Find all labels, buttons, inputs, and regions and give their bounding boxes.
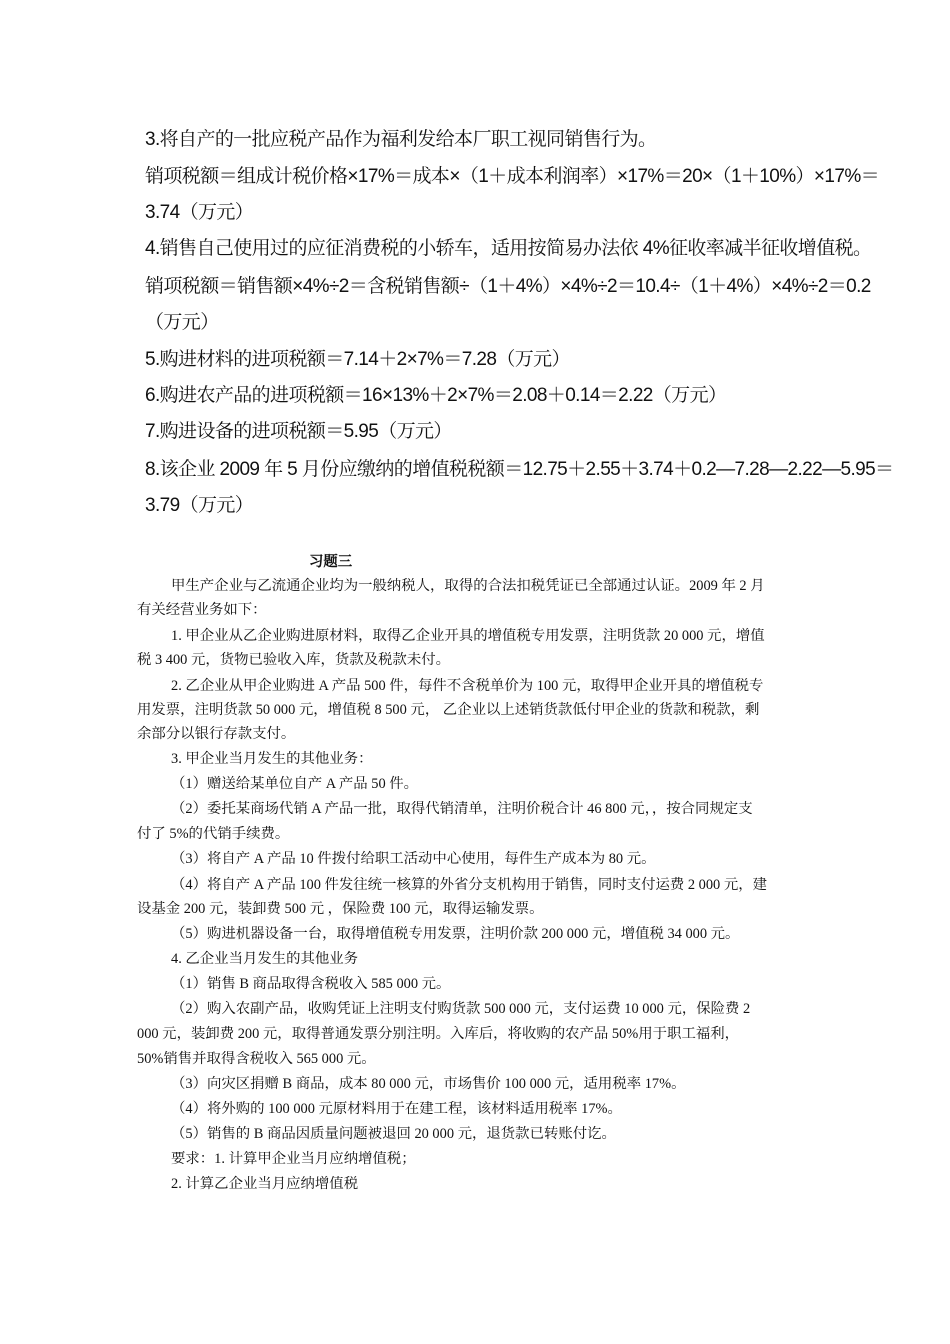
exercise-line-5: 2. 乙企业从甲企业购进 A 产品 500 件，每件不含税单价为 100 元，取得甲企业开具的增值税专 <box>171 678 764 694</box>
exercise-line-7: 余部分以银行存款支付。 <box>137 726 296 742</box>
solution-line-10: 8.该企业 2009 年 5 月份应缴纳的增值税税额＝12.75＋2.55＋3.74＋0.2—7.28—2.22—5.95＝ <box>145 459 894 480</box>
solution-line-3: 3.74（万元） <box>145 202 254 223</box>
exercise-line-20: 50%销售并取得含税收入 565 000 元。 <box>137 1051 376 1067</box>
solution-line-9: 7.购进设备的进项税额＝5.95（万元） <box>145 421 452 442</box>
exercise-line-6: 用发票，注明货款 50 000 元，增值税 8 500 元， 乙企业以上述销货款低付甲企业的货款和税款，剩 <box>137 702 760 718</box>
exercise-line-2: 有关经营业务如下： <box>137 602 267 618</box>
solution-line-5: 销项税额＝销售额×4%÷2＝含税销售额÷（1＋4%）×4%÷2＝10.4÷（1＋4%）×4%÷2＝0.2 <box>145 276 871 297</box>
exercise-line-14: 设基金 200 元，装卸费 500 元 ，保险费 100 元，取得运输发票。 <box>137 901 544 917</box>
exercise-line-24: 要求：1. 计算甲企业当月应纳增值税； <box>171 1151 416 1167</box>
exercise-line-3: 1. 甲企业从乙企业购进原材料，取得乙企业开具的增值税专用发票，注明货款 20 000 元，增值 <box>171 628 765 644</box>
solution-line-2: 销项税额＝组成计税价格×17%＝成本×（1＋成本利润率）×17%＝20×（1＋10%）×17%＝ <box>145 166 880 187</box>
exercise-line-17: （1）销售 B 商品取得含税收入 585 000 元。 <box>171 976 451 992</box>
exercise-line-10: （2）委托某商场代销 A 产品一批，取得代销清单，注明价税合计 46 800 元，，按合同规定支 <box>171 801 753 817</box>
solution-line-4: 4.销售自己使用过的应征消费税的小轿车，适用按简易办法依 4%征收率减半征收增值税。 <box>145 238 872 259</box>
exercise-line-12: （3）将自产 A 产品 10 件拨付给职工活动中心使用，每件生产成本为 80 元。 <box>171 851 656 867</box>
solution-line-7: 5.购进材料的进项税额＝7.14＋2×7%＝7.28（万元） <box>145 349 570 370</box>
exercise-line-15: （5）购进机器设备一台，取得增值税专用发票，注明价款 200 000 元，增值税 34 000 元。 <box>171 926 740 942</box>
exercise-line-23: （5）销售的 B 商品因质量问题被退回 20 000 元，退货款已转账付讫。 <box>171 1126 616 1142</box>
solution-line-6: （万元） <box>145 312 219 333</box>
exercise-line-4: 税 3 400 元，货物已验收入库，货款及税款未付。 <box>137 652 450 668</box>
exercise-line-21: （3）向灾区捐赠 B 商品，成本 80 000 元，市场售价 100 000 元，适用税率 17%。 <box>171 1076 686 1092</box>
solution-line-11: 3.79（万元） <box>145 495 254 516</box>
exercise-line-11: 付了 5%的代销手续费。 <box>137 826 290 842</box>
exercise-title: 习题三 <box>309 554 353 570</box>
exercise-line-16: 4. 乙企业当月发生的其他业务 <box>171 951 359 967</box>
exercise-line-1: 甲生产企业与乙流通企业均为一般纳税人，取得的合法扣税凭证已全部通过认证。2009 年 2 月 <box>171 578 765 594</box>
exercise-line-18: （2）购入农副产品，收购凭证上注明支付购货款 500 000 元，支付运费 10 000 元，保险费 2 <box>171 1001 751 1017</box>
exercise-line-9: （1）赠送给某单位自产 A 产品 50 件。 <box>171 776 419 792</box>
solution-line-8: 6.购进农产品的进项税额＝16×13%＋2×7%＝2.08＋0.14＝2.22（万元） <box>145 385 727 406</box>
exercise-line-25: 2. 计算乙企业当月应纳增值税 <box>171 1176 359 1192</box>
exercise-line-19: 000 元，装卸费 200 元，取得普通发票分别注明。入库后，将收购的农产品 50%用于职工福利， <box>137 1026 740 1042</box>
exercise-line-22: （4）将外购的 100 000 元原材料用于在建工程，该材料适用税率 17%。 <box>171 1101 622 1117</box>
exercise-line-13: （4）将自产 A 产品 100 件发往统一核算的外省分支机构用于销售，同时支付运费 2 000 元，建 <box>171 877 768 893</box>
exercise-line-8: 3. 甲企业当月发生的其他业务： <box>171 751 373 767</box>
solution-line-1: 3.将自产的一批应税产品作为福利发给本厂职工视同销售行为。 <box>145 129 657 150</box>
